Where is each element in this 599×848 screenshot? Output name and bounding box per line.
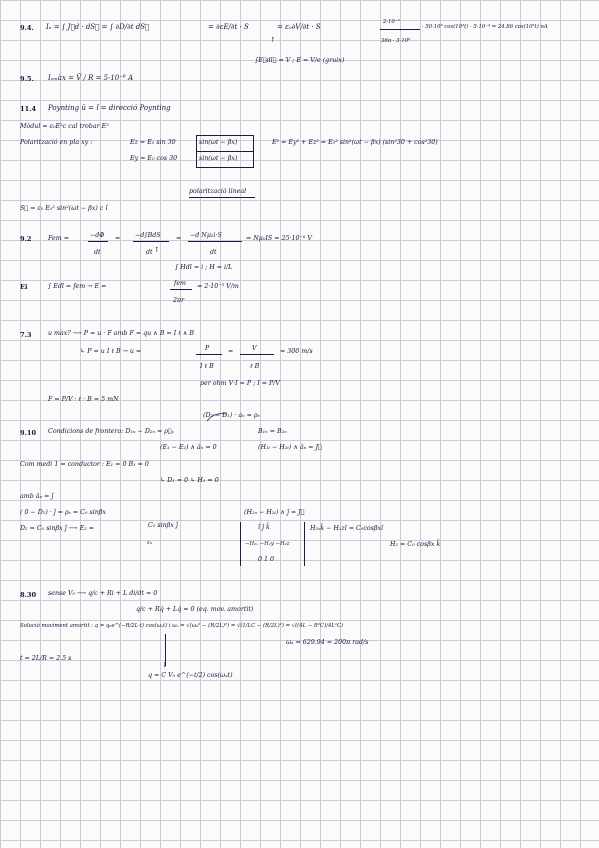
fraction-denominator: 36π · 3·10⁹ bbox=[381, 38, 411, 44]
equation: B₁ₙ = B₂ₙ bbox=[258, 428, 287, 435]
equation: F = P/V · ℓ · B = 5 mN bbox=[48, 396, 119, 403]
equation: = 2·10⁻⁵ V/m bbox=[197, 283, 239, 290]
equation: Solució moviment amortit : q = q₀e^(−R/2L·t) cos(ωₐt) i ωₐ = √(ω₀² − (R/2L)²) = √(1/LC − (R/2L)²) = √((4L − R²C)/4L²C) bbox=[20, 623, 344, 629]
equation: sense V₀ ⟶ q/c + Ri + L di/dt = 0 bbox=[48, 590, 158, 597]
problem-number: 9.5. bbox=[20, 75, 34, 83]
equation: (E₁ − E₂) ∧ âₙ = 0 bbox=[160, 444, 217, 451]
equation: H₂ = C₀ cosβx k̂ bbox=[390, 541, 441, 548]
problem-number: 9.10 bbox=[20, 429, 37, 437]
fraction-numerator: 2·10⁻³ bbox=[383, 19, 400, 25]
equation: q = C V₀ e^(−t/2) cos(ωₐt) bbox=[148, 672, 233, 679]
curved-arrow bbox=[207, 414, 226, 421]
label: Ei bbox=[20, 283, 28, 291]
fraction-numerator: −d Nμ₀i·S bbox=[190, 232, 222, 239]
note: polarització lineal bbox=[189, 188, 247, 195]
equation: · 50·10³ cos(10³t) · 5·10⁻⁴ = 24.86 cos(10³t) nA bbox=[422, 24, 548, 30]
equation: Fem = bbox=[48, 235, 69, 242]
fraction-denominator: 2πr bbox=[173, 297, 185, 304]
matrix-row: î ĵ k̂ bbox=[258, 524, 270, 531]
equation: (D₂ − D₁) · aₙ = ρₛ bbox=[203, 412, 260, 419]
equation: ↳ P = u I ℓ B → u = bbox=[80, 348, 142, 355]
up-arrow-icon: ↑ bbox=[154, 246, 160, 254]
equation: per ohm V·I = P ; I = P/V bbox=[200, 380, 280, 387]
fraction-denominator: I ℓ B bbox=[200, 363, 214, 370]
fraction-numerator: −d∫BdS bbox=[135, 232, 161, 239]
fraction-denominator: dt bbox=[146, 249, 153, 256]
note: Com medi 1 = conductor : E₁ = 0 B₁ = 0 bbox=[20, 461, 149, 468]
equation: ∫ Hdl = i ; H = i/L bbox=[175, 264, 233, 271]
fraction-numerator: fem bbox=[174, 280, 187, 287]
equation: (H₁ₜ − H₂ₜ) ∧ âₙ = J⃗ bbox=[258, 444, 322, 451]
equation: sin(ωt − βx) bbox=[199, 139, 238, 146]
equation: = ε₀∂V/∂t · S bbox=[277, 23, 321, 31]
equation: ∫ Edl = fem → E = bbox=[48, 283, 107, 290]
equation: = Nμ₀IS = 25·10⁻⁶ V bbox=[246, 235, 312, 242]
fraction-numerator: −dΦ bbox=[90, 232, 105, 239]
note: amb âₙ = ĵ bbox=[20, 493, 54, 500]
note: Mòdul = ε₀E²c cal trobar E² bbox=[20, 123, 109, 130]
equation: D₂ = C₀ sinβx ĵ ⟶ E₂ = bbox=[20, 525, 95, 532]
matrix-row: −H₂ₓ −H₂y −H₂z bbox=[245, 541, 290, 547]
equation: Ey = E₀ cos 30 bbox=[130, 155, 178, 162]
equation: ∫E⃗dl⃗ = V ; E = V/e (gruix) bbox=[255, 57, 345, 64]
equation: ( 0 − D₂) · ĵ = ρₛ = C₀ sinβx bbox=[20, 509, 106, 516]
problem-number: 7.3 bbox=[20, 331, 32, 339]
problem-number: 9.2 bbox=[20, 235, 32, 243]
heading: Poynting û = î = direcció Poynting bbox=[48, 104, 171, 112]
equation: S⃗ = ε₀ E₀² sin²(ωt − βx) c î bbox=[20, 205, 108, 212]
fraction-denominator: ε₀ bbox=[147, 540, 152, 546]
equation: (H₂ₙ − H₂ₜ) ∧ ĵ = J⃗ bbox=[244, 509, 305, 516]
equals-sign: = bbox=[176, 235, 182, 242]
problem-number: 9.4. bbox=[20, 24, 34, 32]
equation: q/c + Rq̇ + Lq̈ = 0 (eq. mov. amortit) bbox=[136, 606, 254, 613]
equation: Ez = E₀ sin 30 bbox=[130, 139, 176, 146]
equation: H₂ₓk̂ − H₂zî = C₀cosβxî bbox=[310, 525, 384, 532]
equals-sign: = bbox=[115, 235, 121, 242]
fraction-numerator: V bbox=[252, 345, 257, 352]
problem-number: 11.4 bbox=[20, 105, 37, 113]
note: Polarització en pla xy : bbox=[20, 139, 93, 146]
fraction-numerator: C₀ sinβx ĵ bbox=[148, 522, 178, 529]
equation: u màx? ⟶ P = u · F amb F = qu ∧ B = I ℓ ∧ B bbox=[48, 330, 195, 337]
equation: t = 2L/R = 2.5 s bbox=[20, 655, 72, 662]
equation: Iₑ = ∫ J⃗d · dS⃗ = ∫ ∂D/∂t dS⃗ bbox=[46, 23, 150, 31]
equation: ↳ D₁ = 0 ↳ H₁ = 0 bbox=[160, 477, 219, 484]
equation: Condicions de frontera: D₁ₙ − D₂ₙ = ρ⃗ₛ bbox=[48, 428, 174, 435]
equation: E² = Ey² + Ez² = E₀² sin²(ωt − βx) (sin²30 + cos²30) bbox=[272, 139, 438, 146]
equation: ωₐ = 629.94 ≈ 200π rad/s bbox=[286, 639, 369, 646]
up-arrow-icon: ↑ bbox=[270, 36, 276, 44]
fraction-denominator: dt bbox=[210, 249, 217, 256]
fraction-denominator: dt bbox=[94, 249, 101, 256]
equals-sign: = bbox=[228, 348, 234, 355]
fraction-denominator: ℓ B bbox=[250, 363, 260, 370]
problem-number: 8.30 bbox=[20, 591, 37, 599]
equation: = ∂εE/∂t · S bbox=[208, 23, 249, 31]
equation: = 300 m/s bbox=[280, 348, 313, 355]
matrix-row: 0 1 0 bbox=[258, 556, 275, 563]
down-arrow-icon: ↓ bbox=[162, 661, 168, 669]
fraction-numerator: P bbox=[205, 345, 210, 352]
equation: sin(ωt − βx) bbox=[199, 155, 238, 162]
equation: Iₑₘàx = V̂ / R = 5·10⁻⁶ A bbox=[48, 74, 134, 82]
